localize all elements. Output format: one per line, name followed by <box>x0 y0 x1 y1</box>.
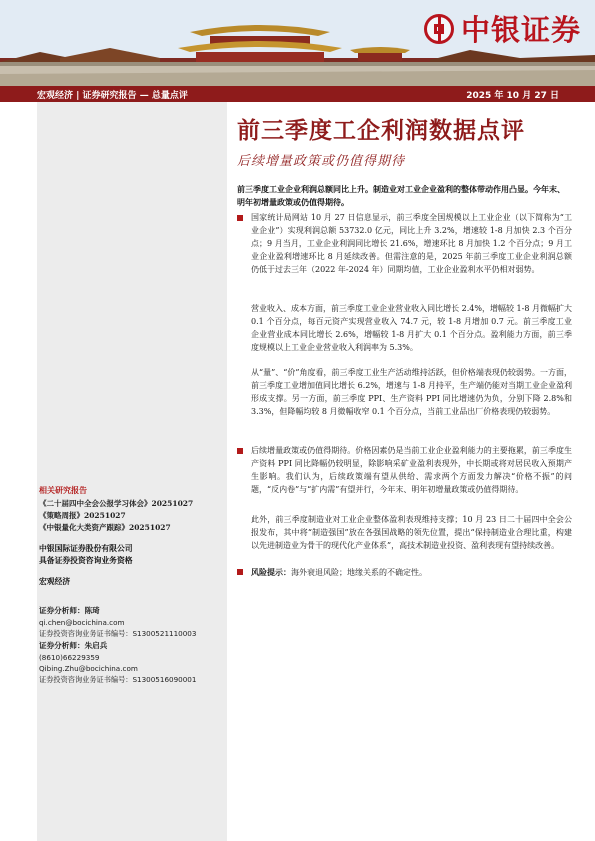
report-subtitle: 后续增量政策或仍值得期待 <box>237 154 406 169</box>
logo-text: 中银证券 <box>460 13 581 47</box>
analyst-cert: 证券投资咨询业务证书编号：S1300516090001 <box>39 675 197 684</box>
company-qualification: 具备证券投资咨询业务资格 <box>39 556 133 565</box>
company-name: 中银国际证券股份有限公司 <box>39 544 133 553</box>
bullet-icon <box>237 215 243 221</box>
header-banner <box>0 0 595 86</box>
paragraph-volume-price: 从“量”、“价”角度看，前三季度工业生产活动维持活跃，但价格端表现仍较弱势。一方面，前三季度工业增加值同比增长 6.2%，增速与 1-8 月持平，生产端仍能对当期工业企业盈利形成支撑。另一方面，前三季度 PPI、生产资料 PPI 同比增速仍为负，分别下降 2.8%和 3.3%，但降幅均较 8 月微幅收窄 0.1 个百分点，当前工业品出厂价格表现仍较弱势。 <box>251 368 572 416</box>
analyst-name: 朱启兵 <box>84 641 108 650</box>
bullet-icon <box>237 448 243 454</box>
paragraph-manufacturing: 此外，前三季度制造业对工业企业整体盈利表现维持支撑；10 月 23 日二十届四中全会公报发布，其中将“制造强国”放在各强国战略的领先位置，提出“保持制造业合理比重，构建以先进制造业为骨干的现代化产业体系”，高技术制造业投资、盈利表现有望持续改善。 <box>251 515 572 550</box>
analyst-email[interactable]: Qibing.Zhu@bocichina.com <box>39 664 138 673</box>
report-category: 宏观经济 | 证券研究报告 — 总量点评 <box>37 91 188 101</box>
related-report-item[interactable]: 《中银量化大类资产跟踪》20251027 <box>39 523 171 532</box>
paragraph-revenue-cost: 营业收入、成本方面，前三季度工业企业营业收入同比增长 2.4%，增幅较 1-8 月微幅扩大 0.1 个百分点，每百元资产实现营业收入 74.7 元，较 1-8 月增加 0.7 元。前三季度工业企业营业成本同比增长 2.6%，增幅较 1-8 月扩大 0.1 个百分点。盈利能力方面，前三季度规模以上工业企业营业收入利润率为 5.3%。 <box>251 304 572 352</box>
analyst-label: 证券分析师：朱启兵 <box>39 641 108 650</box>
analyst-name: 陈琦 <box>84 606 100 615</box>
related-reports <box>39 485 225 534</box>
company-info <box>39 543 225 567</box>
company-logo <box>424 8 581 49</box>
analyst-email[interactable]: qi.chen@bocichina.com <box>39 618 125 627</box>
related-reports-heading: 相关研究报告 <box>39 486 87 495</box>
report-date: 2025 年 10 月 27 日 <box>466 91 559 101</box>
sidebar <box>37 102 227 841</box>
boc-logo-icon <box>424 14 454 44</box>
risk-note <box>251 566 572 579</box>
category-bar <box>0 86 595 102</box>
analyst-phone: (8610)66229359 <box>39 653 100 662</box>
analyst-card <box>39 605 225 639</box>
paragraph-policy-outlook: 后续增量政策或仍值得期待。价格因素仍是当前工业企业盈利能力的主要拖累，前三季度生产资料 PPI 同比降幅仍较明显，除影响采矿业盈利表现外，中长期或将对居民收入预期产生影响。我们认为，后续政策端有望从供给、需求两个方面发力解决“价格不振”的问题，“反内卷”与“扩内需”有望并行，今年末、明年初增量政策或仍值得期待。 <box>251 446 572 494</box>
risk-text: 海外衰退风险；地缘关系的不确定性。 <box>291 568 427 577</box>
sector-label <box>39 576 225 588</box>
report-lead: 前三季度工业企业利润总额同比上升。制造业对工业企业盈利的整体带动作用凸显。今年末、明年初增量政策或仍值得期待。 <box>237 184 565 207</box>
analyst-cert: 证券投资咨询业务证书编号：S1300521110003 <box>39 629 197 638</box>
report-title: 前三季度工企利润数据点评 <box>237 117 525 144</box>
sector-name: 宏观经济 <box>39 577 71 586</box>
related-report-item[interactable]: 《策略周报》20251027 <box>39 511 126 520</box>
paragraph-profit-overview: 国家统计局网站 10 月 27 日信息显示，前三季度全国规模以上工业企业（以下简称为“工业企业”）实现利润总额 53732.0 亿元，同比上升 3.2%，增速较 1-8 月加快 2.3 个百分点；9 月当月，工业企业利润同比增长 21.6%，增速环比 8 月加快 1.2 个百分点；9 月工业企业盈利增速环比 8 月延续改善。但需注意的是，2025 年前三季度工业企业利润总额仍低于过去三年（2022 年-2024 年）同期均值，工业企业盈利水平仍相对弱势。 <box>251 213 572 274</box>
risk-label: 风险提示： <box>251 567 291 577</box>
analyst-card <box>39 640 225 685</box>
related-report-item[interactable]: 《二十届四中全会公报学习体会》20251027 <box>39 499 194 508</box>
analyst-label: 证券分析师：陈琦 <box>39 606 100 615</box>
bullet-icon <box>237 569 243 575</box>
